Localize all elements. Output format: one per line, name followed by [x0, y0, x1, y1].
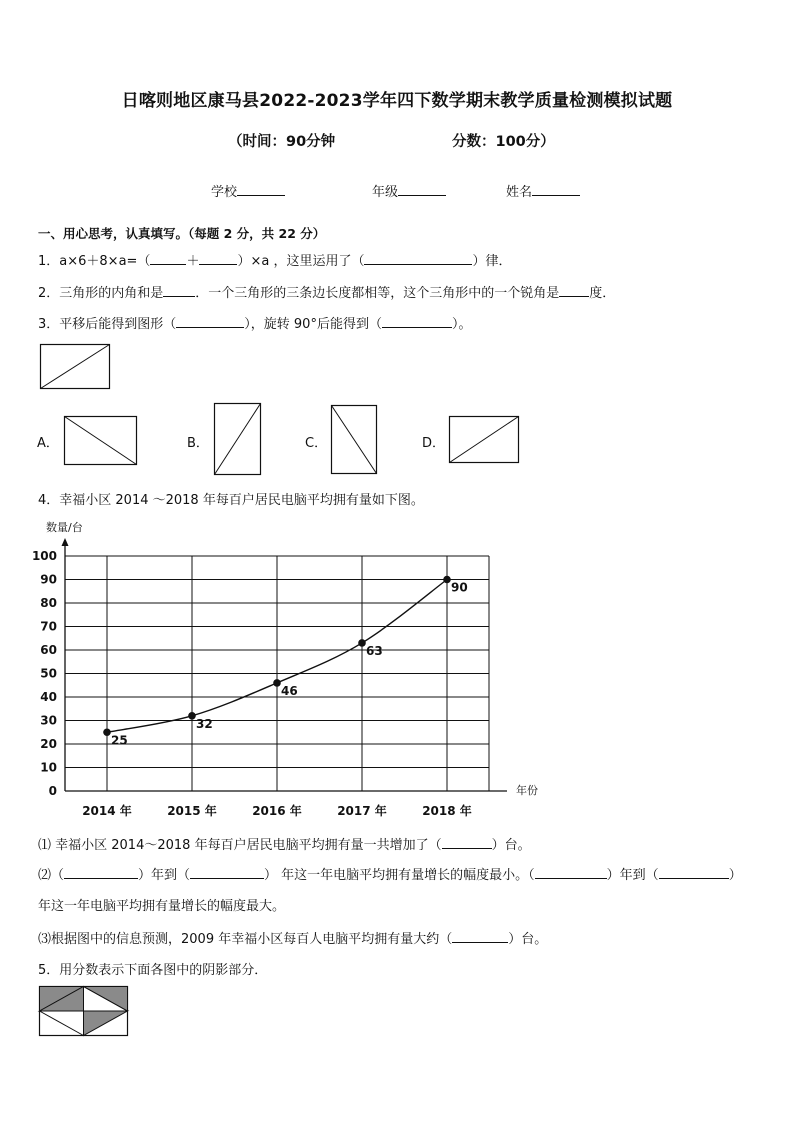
option-b-figure[interactable]	[215, 404, 261, 475]
q4-2-blank-2[interactable]	[190, 866, 264, 879]
q4-3-text-a: ⑶根据图中的信息预测，2009 年幸福小区每百人电脑平均拥有量大约（	[38, 932, 453, 947]
q1-text-d: ）律．	[472, 254, 512, 269]
exam-time: （时间：90分钟	[228, 134, 336, 150]
grade-field[interactable]	[372, 181, 446, 200]
q4-2-blank-3[interactable]	[535, 866, 607, 879]
exam-score: 分数：100分）	[452, 134, 555, 150]
q4-1-text-b: ）台。	[491, 838, 531, 853]
data-label: 46	[281, 683, 298, 698]
q1-text-c: ）×a ，这里运用了（	[237, 254, 365, 269]
question-4-2	[38, 864, 742, 883]
data-point	[188, 712, 196, 720]
data-point	[273, 679, 281, 687]
data-point	[103, 728, 111, 736]
y-tick-label: 20	[40, 737, 57, 751]
q1-blank-1[interactable]	[150, 252, 186, 265]
line-chart	[0, 515, 794, 827]
q3-blank-1[interactable]	[176, 315, 244, 328]
q1-blank-2[interactable]	[199, 252, 237, 265]
question-4-1	[38, 834, 531, 853]
option-c-label[interactable]: C．	[305, 436, 328, 451]
data-label: 63	[366, 643, 383, 658]
grade-blank[interactable]	[398, 183, 446, 196]
q2-blank-1[interactable]	[163, 284, 195, 297]
question-4: 4．幸福小区 2014 ～2018 年每百户居民电脑平均拥有量如下图。	[38, 493, 424, 508]
page-title: 日喀则地区康马县2022-2023学年四下数学期末教学质量检测模拟试题	[121, 91, 673, 111]
section-heading: 一、用心思考，认真填写。（每题 2 分，共 22 分）	[38, 226, 326, 241]
option-d-figure[interactable]	[450, 417, 519, 463]
x-tick-label: 2018 年	[422, 804, 472, 818]
q1-text-b: ＋	[186, 254, 200, 269]
y-tick-label: 80	[40, 596, 57, 610]
question-1	[38, 250, 511, 269]
chart-labels	[32, 520, 538, 818]
q1-text-a: 1．a×6＋8×a=（	[38, 254, 151, 269]
q4-3-text-b: ）台。	[508, 932, 548, 947]
y-tick-label: 90	[40, 572, 57, 587]
q4-1-text-a: ⑴ 幸福小区 2014～2018 年每百户居民电脑平均拥有量一共增加了（	[38, 838, 442, 853]
chart-axes	[62, 538, 508, 791]
question-5: 5．用分数表示下面各图中的阴影部分．	[38, 963, 268, 978]
question-4-2-cont: 年这一年电脑平均拥有量增长的幅度最大。	[38, 899, 286, 914]
y-tick-label: 0	[48, 784, 57, 798]
x-tick-label: 2016 年	[252, 804, 302, 818]
original-figure	[41, 345, 110, 389]
data-label: 25	[111, 733, 128, 748]
q3-text-a: 3．平移后能得到图形（	[38, 317, 177, 332]
name-label: 姓名	[506, 185, 533, 200]
q3-text-b: ），旋转 90°后能得到（	[244, 317, 382, 332]
q4-1-blank[interactable]	[442, 836, 492, 849]
q4-2-text-b: ）年到（	[138, 868, 191, 883]
y-axis-title: 数量/台	[46, 521, 83, 534]
data-label: 90	[451, 580, 468, 595]
question-2	[38, 282, 615, 301]
q3-figures	[0, 335, 794, 480]
q2-text-c: 度．	[589, 286, 616, 301]
q2-text-b: ．一个三角形的三条边长度都相等，这个三角形中的一个锐角是	[195, 286, 560, 301]
y-tick-label: 40	[40, 690, 57, 704]
q2-blank-2[interactable]	[559, 284, 589, 297]
q4-3-blank[interactable]	[452, 930, 508, 943]
q2-text-a: 2．三角形的内角和是	[38, 286, 164, 301]
y-tick-label: 10	[40, 760, 57, 775]
question-3	[38, 313, 471, 332]
option-a-label[interactable]: A．	[37, 436, 59, 451]
school-blank[interactable]	[237, 183, 285, 196]
q4-2-text-a: ⑵（	[38, 868, 65, 883]
option-c-figure[interactable]	[332, 406, 377, 474]
q5-figure	[0, 980, 140, 1040]
q4-2-text-c: ） 年这一年电脑平均拥有量增长的幅度最小。（	[264, 868, 535, 883]
option-a-figure[interactable]	[65, 417, 137, 465]
x-tick-label: 2017 年	[337, 804, 387, 818]
y-tick-label: 30	[40, 713, 57, 728]
q3-blank-2[interactable]	[382, 315, 452, 328]
x-axis-title: 年份	[516, 784, 538, 797]
y-axis-arrow	[62, 538, 69, 546]
school-field[interactable]	[211, 181, 285, 200]
y-tick-label: 50	[40, 666, 57, 681]
q3-text-c: ）。	[451, 317, 472, 332]
q4-2-blank-1[interactable]	[64, 866, 138, 879]
y-tick-label: 60	[40, 643, 57, 657]
q4-2-text-d: ）年到（	[606, 868, 659, 883]
y-tick-label: 70	[40, 619, 57, 634]
option-b-label[interactable]: B．	[187, 436, 209, 451]
question-4-3	[38, 928, 547, 947]
grade-label: 年级	[372, 185, 399, 200]
data-point	[358, 639, 366, 647]
x-tick-label: 2015 年	[167, 804, 217, 818]
q4-2-blank-4[interactable]	[659, 866, 729, 879]
q1-blank-3[interactable]	[364, 252, 472, 265]
name-field[interactable]	[506, 181, 580, 200]
option-d-label[interactable]: D．	[422, 436, 446, 451]
name-blank[interactable]	[532, 183, 580, 196]
school-label: 学校	[211, 185, 238, 200]
y-tick-label: 100	[31, 549, 57, 563]
chart-grid	[65, 556, 489, 791]
data-label: 32	[196, 716, 213, 731]
q4-2-text-e: ）	[728, 868, 742, 883]
x-tick-label: 2014 年	[82, 804, 132, 818]
data-point	[443, 576, 451, 584]
